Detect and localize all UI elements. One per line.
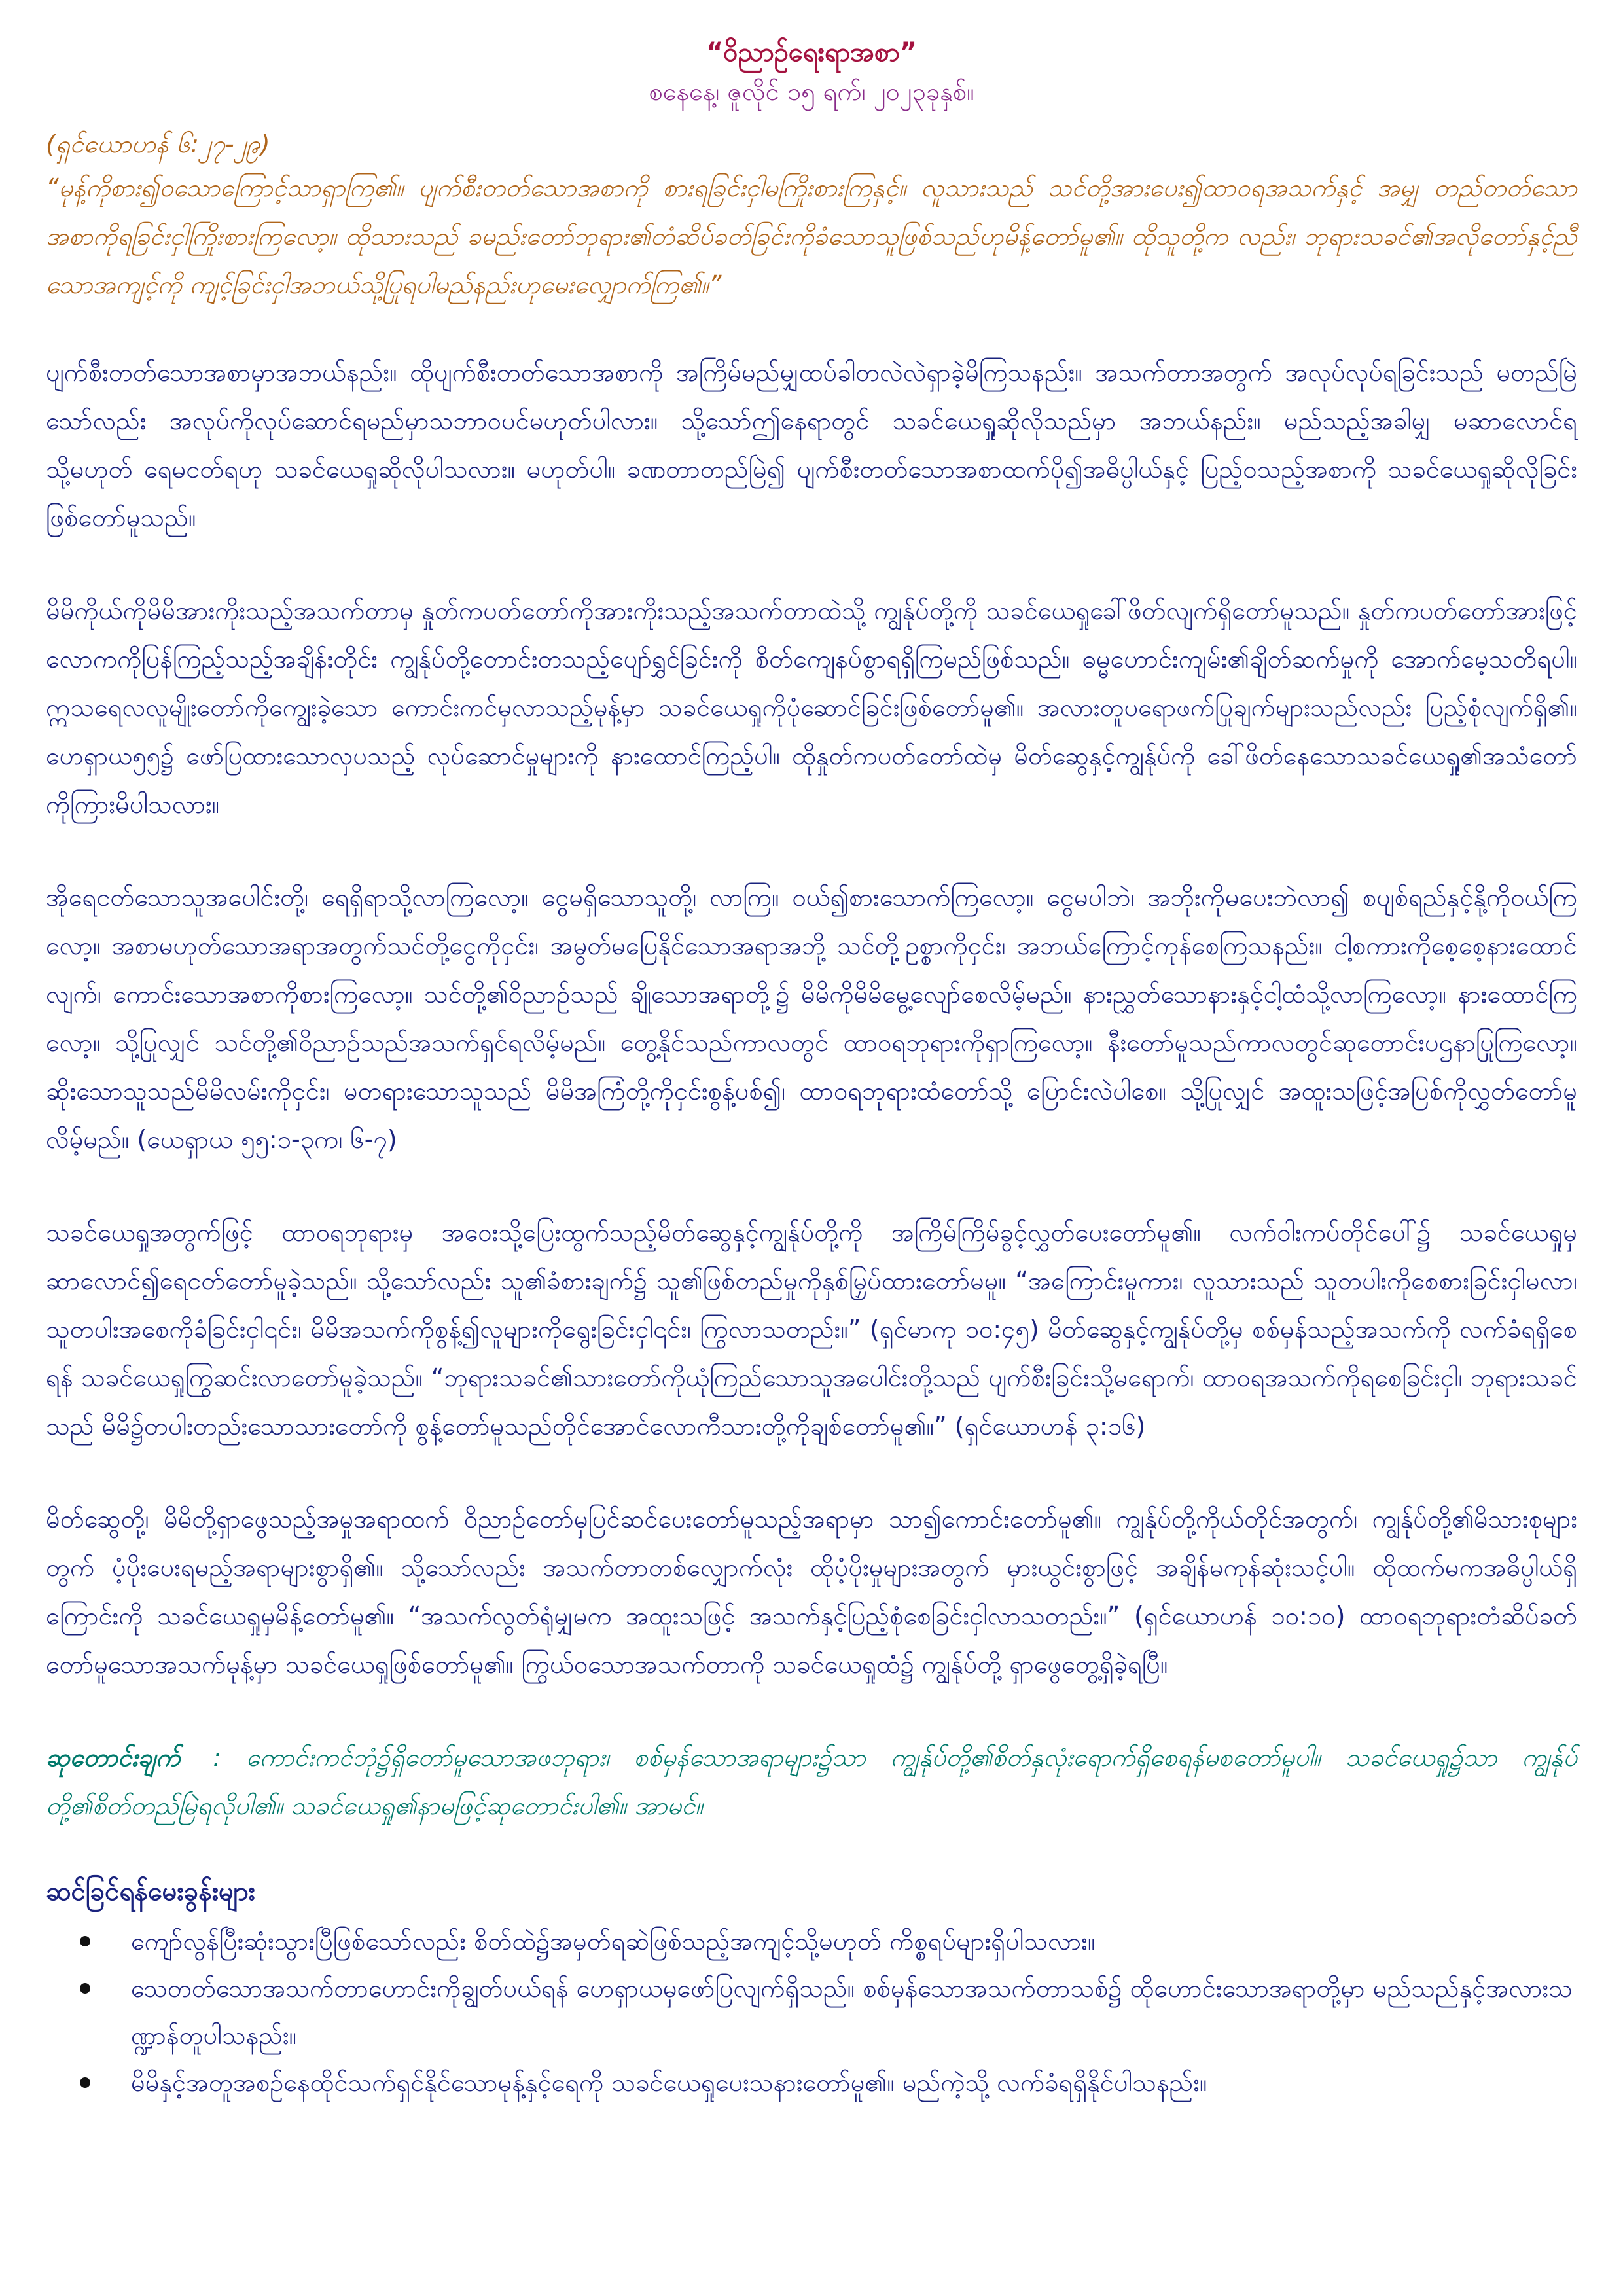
prayer-text: : ကောင်းကင်ဘုံ၌ရှိတော်မူသောအဖဘုရား၊ စစ်မှန်သောအရာများ၌သာ ကျွန်ုပ်တို့၏စိတ်နှလုံးရောက်ရှိစေရန်မစတော်မူပါ။ သခင်ယေရှု၌သာ ကျွန်ုပ်တို့၏စိတ်တည်မြဲရလိုပါ၏။ သခင်ယေရှု၏နာမဖြင့်ဆုတောင်းပါ၏။ အာမင်။	[46, 1743, 1577, 1820]
body-paragraph: ပျက်စီးတတ်သောအစာမှာအဘယ်နည်း။ ထိုပျက်စီးတတ်သောအစာကို အကြိမ်မည်မျှထပ်ခါတလဲလဲရှာခဲ့မိကြသနည်း။ အသက်တာအတွက် အလုပ်လုပ်ရခြင်းသည် မတည်မြဲသော်လည်း အလုပ်ကိုလုပ်ဆောင်ရမည်မှာသဘာဝပင်မဟုတ်ပါလား။ သို့သော်ဤနေရာတွင် သခင်ယေရှုဆိုလိုသည်မှာ အဘယ်နည်း။ မည်သည့်အခါမျှ မဆာလောင်ရ သို့မဟုတ် ရေမငတ်ရဟု သခင်ယေရှုဆိုလိုပါသလား။ မဟုတ်ပါ။ ခဏတာတည်မြဲ၍ ပျက်စီးတတ်သောအစာထက်ပို၍အဓိပ္ပါယ်နှင့် ပြည့်ဝသည့်အစာကို သခင်ယေရှုဆိုလိုခြင်းဖြစ်တော်မူသည်။	[46, 358, 1577, 532]
bullet-icon	[80, 1936, 90, 1946]
scripture-quote: “မုန့်ကိုစား၍ဝသောကြောင့်သာရှာကြ၏။ ပျက်စီးတတ်သောအစာကို စားရခြင်းငှါမကြိုးစားကြနှင့်။ လူသားသည် သင်တို့အားပေး၍ထာဝရအသက်နှင့် အမျှ တည်တတ်သောအစာကိုရခြင်းငှါကြိုးစားကြလော့။ ထိုသားသည် ခမည်းတော်ဘုရား၏တံဆိပ်ခတ်ခြင်းကိုခံသောသူဖြစ်သည်ဟုမိန့်တော်မူ၏။ ထိုသူတို့က လည်း၊ ဘုရားသခင်၏အလိုတော်နှင့်ညီသောအကျင့်ကို ကျင့်ခြင်းငှါအဘယ်သို့ပြုရပါမည်နည်းဟုမေးလျှောက်ကြ၏။”	[46, 173, 1577, 299]
devotional-title: “ဝိညာဉ်ရေးရာအစာ”	[705, 37, 918, 67]
bullet-icon	[80, 2077, 90, 2088]
prayer-label: ဆုတောင်းချက်	[46, 1743, 181, 1772]
body-paragraph: သခင်ယေရှုအတွက်ဖြင့် ထာဝရဘုရားမှ အဝေးသို့ပြေးထွက်သည့်မိတ်ဆွေနှင့်ကျွန်ုပ်တို့ကို အကြိမ်ကြိမ်ခွင့်လွှတ်ပေးတော်မူ၏။ လက်ဝါးကပ်တိုင်ပေါ်၌ သခင်ယေရှုမှ ဆာလောင်၍ရေငတ်တော်မူခဲ့သည်။ သို့သော်လည်း သူ၏ခံစားချက်၌ သူ၏ဖြစ်တည်မှုကိုနှစ်မြှပ်ထားတော်မမူ။ “အကြောင်းမူကား၊ လူသားသည် သူတပါးကိုစေစားခြင်းငှါမလာ၊ သူတပါးအစေကိုခံခြင်းငှါ၎င်း၊ မိမိအသက်ကိုစွန့်၍လူများကိုရွေးခြင်းငှါ၎င်း၊ ကြွလာသတည်း။” (ရှင်မာကု ၁၀:၄၅) မိတ်ဆွေနှင့်ကျွန်ုပ်တို့မှ စစ်မှန်သည့်အသက်ကို လက်ခံရရှိစေရန် သခင်ယေရှုကြွဆင်းလာတော်မူခဲ့သည်။ “ဘုရားသခင်၏သားတော်ကိုယုံကြည်သောသူအပေါင်းတို့သည် ပျက်စီးခြင်းသို့မရောက်၊ ထာဝရအသက်ကိုရစေခြင်းငှါ၊ ဘုရားသခင်သည် မိမိ၌တပါးတည်းသောသားတော်ကို စွန့်တော်မူသည်တိုင်အောင်လောကီသားတို့ကိုချစ်တော်မူ၏။” (ရှင်ယောဟန် ၃:၁၆)	[46, 1218, 1577, 1441]
prayer-block	[46, 1733, 1577, 1830]
question-text: ကျော်လွန်ပြီးဆုံးသွားပြီဖြစ်သော်လည်း စိတ်ထဲ၌အမှတ်ရဆဲဖြစ်သည့်အကျင့်သို့မဟုတ် ကိစ္စရပ်များရှိပါသလား။	[131, 1927, 1096, 1956]
scripture-reference: (ရှင်ယောဟန် ၆:၂၇-၂၉)	[46, 130, 270, 158]
question-item	[46, 2059, 1577, 2106]
questions-list	[46, 1918, 1577, 2106]
question-item	[46, 1965, 1577, 2059]
question-item	[46, 1918, 1577, 1965]
bullet-icon	[80, 1983, 90, 1994]
question-text: မိမိနှင့်အတူအစဉ်နေထိုင်သက်ရှင်နိုင်သောမုန့်နှင့်ရေကို သခင်ယေရှုပေးသနားတော်မူ၏။ မည်ကဲ့သို့ လက်ခံရရှိနိုင်ပါသနည်း။	[131, 2068, 1207, 2097]
questions-heading: ဆင်ခြင်ရန်မေးခွန်းများ	[46, 1876, 255, 1907]
devotional-date: စနေနေ့၊ ဇူလိုင် ၁၅ ရက်၊ ၂၀၂၃ခုနှစ်။	[649, 77, 974, 106]
body-paragraph: အိုရေငတ်သောသူအပေါင်းတို့၊ ရေရှိရာသို့လာကြလော့။ ငွေမရှိသောသူတို့၊ လာကြ။ ဝယ်၍စားသောက်ကြလော့။ ငွေမပါဘဲ၊ အဘိုးကိုမပေးဘဲလာ၍ စပျစ်ရည်နှင့်နို့ကိုဝယ်ကြလော့။ အစာမဟုတ်သောအရာအတွက်သင်တို့ငွေကိုငှင်း၊ အမွတ်မပြေနိုင်သောအရာအဘို့ သင်တို့ဥစ္စာကိုငှင်း၊ အဘယ်ကြောင့်ကုန်စေကြသနည်း။ ငါ့စကားကိုစေ့စေ့နားထောင်လျက်၊ ကောင်းသောအစာကိုစားကြလော့။ သင်တို့၏ဝိညာဉ်သည် ချိုသောအရာတို့၌ မိမိကိုမိမိမွေ့လျော်စေလိမ့်မည်။ နားညွှတ်သောနားနှင့်ငါ့ထံသို့လာကြလော့။ နားထောင်ကြလော့။ သို့ပြုလျှင် သင်တို့၏ဝိညာဉ်သည်အသက်ရှင်ရလိမ့်မည်။ တွေ့နိုင်သည်ကာလတွင် ထာဝရဘုရားကိုရှာကြလော့။ နီးတော်မူသည်ကာလတွင်ဆုတောင်းပဌနာပြုကြလော့။ ဆိုးသောသူသည်မိမိလမ်းကိုငှင်း၊ မတရားသောသူသည် မိမိအကြံတို့ကိုငှင်းစွန့်ပစ်၍၊ ထာဝရဘုရားထံတော်သို့ ပြောင်းလဲပါစေ။ သို့ပြုလျှင် အထူးသဖြင့်အပြစ်ကိုလွှတ်တော်မူလိမ့်မည်။ (ယေရှာယ ၅၅:၁-၃က၊ ၆-၇)	[46, 883, 1577, 1154]
body-paragraph: မိမိကိုယ်ကိုမိမိအားကိုးသည့်အသက်တာမှ နှုတ်ကပတ်တော်ကိုအားကိုးသည့်အသက်တာထဲသို့ ကျွန်ုပ်တို့ကို သခင်ယေရှုခေါ်ဖိတ်လျက်ရှိတော်မူသည်။ နှုတ်ကပတ်တော်အားဖြင့် လောကကိုပြန်ကြည့်သည့်အချိန်းတိုင်း ကျွန်ုပ်တို့တောင်းတသည့်ပျော်ရွှင်ခြင်းကို စိတ်ကျေနပ်စွာရရှိကြမည်ဖြစ်သည်။ ဓမ္မဟောင်းကျမ်း၏ချိတ်ဆက်မှုကို အောက်မေ့သတိရပါ။ ဣသရေလလူမျိုးတော်ကိုကျွေးခဲ့သော ကောင်းကင်မှလာသည့်မုန့်မှာ သခင်ယေရှုကိုပုံဆောင်ခြင်းဖြစ်တော်မူ၏။ အလားတူပရောဖက်ပြုချက်များသည်လည်း ပြည့်စုံလျက်ရှိ၏။ ဟေရှာယ၅၅၌ ဖော်ပြထားသောလှပသည့် လုပ်ဆောင်မှုများကို နားထောင်ကြည့်ပါ။ ထိုနှုတ်ကပတ်တော်ထဲမှ မိတ်ဆွေနှင့်ကျွန်ုပ်ကို ခေါ်ဖိတ်နေသောသခင်ယေရှု၏အသံတော်ကိုကြားမိပါသလား။	[46, 596, 1577, 819]
question-text: သေတတ်သောအသက်တာဟောင်းကိုချွတ်ပယ်ရန် ဟေရှာယမှဖော်ပြလျက်ရှိသည်။ စစ်မှန်သောအသက်တာသစ်၌ ထိုဟောင်းသောအရာတို့မှာ မည်သည်နှင့်အလားသဏ္ဍာန်တူပါသနည်း။	[131, 1974, 1573, 2050]
body-paragraph: မိတ်ဆွေတို့၊ မိမိတို့ရှာဖွေသည့်အမှုအရာထက် ဝိညာဉ်တော်မှပြင်ဆင်ပေးတော်မူသည့်အရာမှာ သာ၍ကောင်းတော်မူ၏။ ကျွန်ုပ်တို့ကိုယ်တိုင်အတွက်၊ ကျွန်ုပ်တို့၏မိသားစုများတွက် ပံ့ပိုးပေးရမည့်အရာများစွာရှိ၏။ သို့သော်လည်း အသက်တာတစ်လျှောက်လုံး ထိုပံ့ပိုးမှုများအတွက် မှားယွင်းစွာဖြင့် အချိန်မကုန်ဆုံးသင့်ပါ။ ထိုထက်မကအဓိပ္ပါယ်ရှိကြောင်းကို သခင်ယေရှုမှမိန့်တော်မူ၏။ “အသက်လွတ်ရုံမျှမက အထူးသဖြင့် အသက်နှင့်ပြည့်စုံစေခြင်းငှါလာသတည်း။” (ရှင်ယောဟန် ၁၀:၁၀) ထာဝရဘုရားတံဆိပ်ခတ်တော်မူသောအသက်မုန့်မှာ သခင်ယေရှုဖြစ်တော်မူ၏။ ကြွယ်ဝသောအသက်တာကို သခင်ယေရှုထံ၌ ကျွန်ုပ်တို့ ရှာဖွေတွေ့ရှိခဲ့ရပြီ။	[46, 1505, 1577, 1679]
